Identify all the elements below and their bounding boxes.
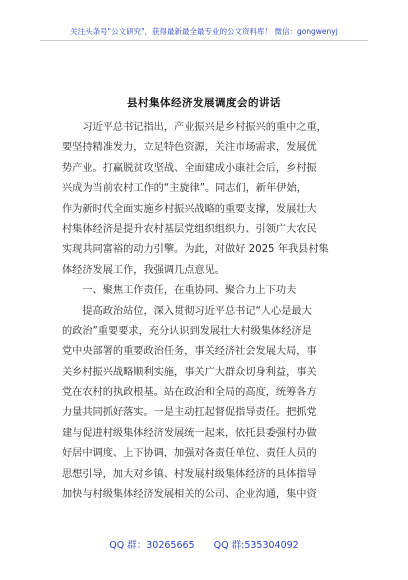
header-divider [40, 40, 368, 41]
body-line: 加快与村级集体经济发展相关的公司、企业沟通，集中资 [62, 489, 317, 501]
body-line: 村集体经济是提升农村基层党组织组织力、引领广大农民 [62, 223, 317, 235]
body-line: 体经济发展工作，我强调几点意见。 [62, 264, 225, 276]
body-line: 关乡村振兴战略顺利实施，事关广大群众切身利益，事关 [62, 366, 317, 378]
document-body [62, 118, 358, 505]
body-line: 力量共同抓好落实。一是主动扛起督促指导责任。把抓党 [62, 407, 317, 419]
footer-qq-group-2: QQ 群:535304092 [213, 540, 299, 551]
body-line: 思想引导，加大对乡镇、村发展村级集体经济的具体指导 [62, 468, 317, 480]
body-line: 党在农村的执政根基。站在政治和全局的高度，统筹各方 [62, 387, 317, 399]
body-line: 好居中调度、上下协调，加强对各责任单位、责任人员的 [62, 448, 317, 460]
body-line: 的政治”重要要求，充分认识到发展壮大村级集体经济是 [62, 325, 312, 337]
body-line: 实现共同富裕的动力引擎。为此，对做好 2025 年我县村集 [62, 244, 329, 256]
body-line: 提高政治站位，深入贯彻习近平总书记“人心是最大 [62, 305, 312, 317]
body-line: 兴成为当前农村工作的“主旋律”。同志们，新年伊始， [62, 183, 307, 195]
footer-qq-group-1: QQ 群：30265665 [109, 540, 195, 551]
body-line: 要坚持精准发力，立足特色资源，关注市场需求，发展优 [62, 142, 317, 154]
body-line: 建与促进村级集体经济发展统一起来，依托县委强村办做 [62, 427, 317, 439]
body-line: 党中央部署的重要政治任务，事关经济社会发展大局，事 [62, 346, 317, 358]
document-title: 县村集体经济发展调度会的讲话 [127, 97, 281, 109]
section-heading: 一、聚焦工作责任，在重协同、聚合力上下功夫 [62, 285, 297, 297]
header-notice: 关注头条号"公文研究"，获得最新最全最专业的公文资料库！ 微信：gongwenyj [70, 27, 338, 36]
body-line: 作为新时代全面实施乡村振兴战略的重要支撑，发展壮大 [62, 203, 317, 215]
footer-contact [0, 537, 408, 551]
body-line: 势产业。打赢脱贫攻坚战、全面建成小康社会后，乡村振 [62, 162, 317, 174]
body-line: 习近平总书记指出，产业振兴是乡村振兴的重中之重， [62, 122, 327, 133]
